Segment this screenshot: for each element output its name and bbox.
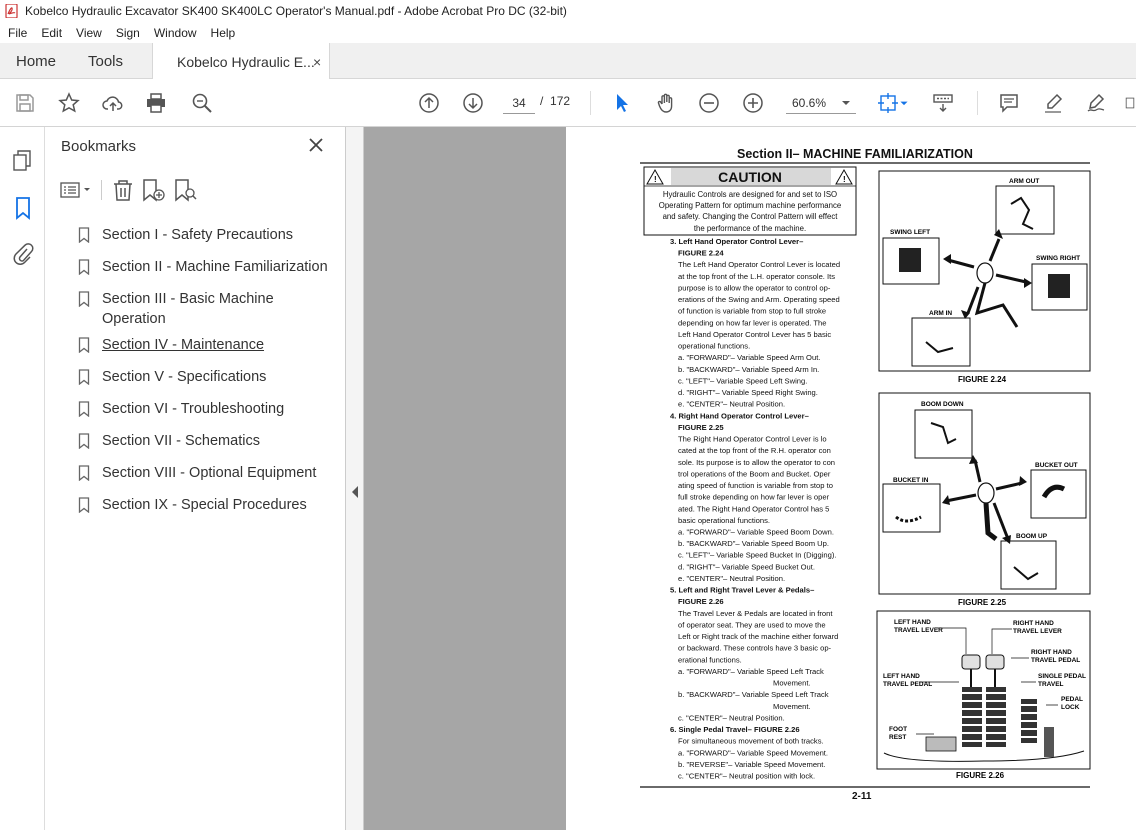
window-title: Kobelco Hydraulic Excavator SK400 SK400LC Operator's Manual.pdf - Adobe Acrobat Pro DC (32-bit) bbox=[25, 4, 567, 18]
tab-bar bbox=[0, 43, 1136, 79]
highlight-button[interactable] bbox=[1041, 91, 1065, 115]
label-lh-travel-pedal: TRAVEL PEDAL bbox=[883, 681, 933, 688]
arrow-up-circle-icon bbox=[418, 92, 440, 114]
bookmarks-toolbar-divider bbox=[101, 180, 102, 200]
tab-tools-label: Tools bbox=[88, 52, 124, 70]
body-text-line: ated. The Right Hand Operator Control has 5 bbox=[678, 504, 830, 514]
close-icon bbox=[307, 136, 325, 154]
cloud-upload-icon bbox=[102, 92, 124, 114]
travel-pedals-illustration bbox=[884, 687, 1084, 761]
title-bar bbox=[0, 0, 1136, 22]
tab-home-label: Home bbox=[16, 52, 57, 70]
select-tool-button[interactable] bbox=[610, 91, 634, 115]
body-text-line: a. "FORWARD"– Variable Speed Boom Down. bbox=[678, 527, 834, 537]
collapse-panel-icon[interactable] bbox=[350, 485, 360, 499]
body-text-line: c. "LEFT"– Variable Speed Bucket In (Digging). bbox=[678, 550, 837, 560]
body-text-line: full stroke depending on how far lever is oper bbox=[678, 492, 830, 502]
zoom-in-button[interactable] bbox=[741, 91, 765, 115]
add-bookmark-icon bbox=[140, 178, 166, 202]
body-text-line: operational functions. bbox=[678, 341, 751, 351]
bookmark-item-icon bbox=[78, 291, 90, 307]
pen-highlight-icon bbox=[1042, 92, 1064, 114]
cursor-arrow-icon bbox=[611, 92, 633, 114]
attachments-button[interactable] bbox=[12, 242, 34, 266]
save-icon bbox=[14, 92, 36, 114]
bookmark-item-hovered[interactable] bbox=[78, 335, 264, 355]
page-count bbox=[540, 94, 570, 108]
menu-edit[interactable]: Edit bbox=[41, 25, 63, 40]
body-text-line: a. "FORWARD"– Variable Speed Left Track bbox=[678, 666, 824, 676]
figure-2-25 bbox=[879, 393, 1090, 607]
body-text-line: Movement. bbox=[773, 701, 811, 711]
zoom-out-button[interactable] bbox=[697, 91, 721, 115]
label-arm-out: ARM OUT bbox=[1009, 178, 1040, 185]
body-text-line: b. "REVERSE"– Variable Speed Movement. bbox=[678, 759, 826, 769]
menu-window[interactable]: Window bbox=[153, 25, 197, 40]
minus-circle-icon bbox=[698, 92, 720, 114]
keyboard-scroll-icon bbox=[932, 92, 954, 114]
body-text-line: trol operations of the Boom and Bucket. Oper bbox=[678, 469, 831, 479]
body-text-line: at the top front of the L.H. operator console. Its bbox=[678, 271, 836, 281]
body-text-line: depending on how far lever is operated. The bbox=[678, 318, 827, 328]
bookmarks-panel-title: Bookmarks bbox=[61, 138, 137, 155]
bookmark-item[interactable] bbox=[78, 495, 307, 515]
trash-icon bbox=[110, 178, 136, 202]
signature-pen-icon bbox=[1085, 92, 1107, 114]
fit-page-icon bbox=[877, 92, 899, 114]
panel-splitter[interactable] bbox=[346, 127, 364, 830]
label-lh-travel-lever: LEFT HAND bbox=[894, 619, 931, 626]
list-options-icon bbox=[59, 179, 95, 201]
body-text-line: The Left Hand Operator Control Lever is located bbox=[678, 260, 841, 270]
paperclip-icon bbox=[12, 242, 34, 266]
menu-help[interactable]: Help bbox=[210, 25, 236, 40]
bookmark-item[interactable] bbox=[78, 257, 328, 277]
body-text-line: d. "RIGHT"– Variable Speed Right Swing. bbox=[678, 388, 818, 398]
svg-text:!: ! bbox=[843, 175, 846, 184]
label-swing-right: SWING RIGHT bbox=[1036, 255, 1081, 262]
delete-bookmark-button[interactable] bbox=[110, 178, 136, 202]
magnifier-icon bbox=[191, 92, 213, 114]
tab-document-label: Kobelco Hydraulic E... bbox=[177, 53, 315, 70]
bookmark-item[interactable] bbox=[78, 367, 266, 387]
body-text-line: Left Hand Operator Control Lever has 5 basic bbox=[678, 330, 832, 339]
page-separator: / bbox=[540, 94, 544, 108]
body-text-line: basic operational functions. bbox=[678, 515, 771, 525]
caution-line: Hydraulic Controls are designed for and set to ISO bbox=[662, 190, 838, 199]
label-pedal-lock: LOCK bbox=[1061, 704, 1080, 711]
figure-caption: FIGURE 2.25 bbox=[958, 598, 1007, 607]
menu-file[interactable]: File bbox=[8, 25, 28, 40]
body-text-line: a. "FORWARD"– Variable Speed Movement. bbox=[678, 748, 829, 758]
label-lh-travel-lever: TRAVEL LEVER bbox=[894, 627, 943, 634]
tab-document[interactable] bbox=[152, 43, 330, 80]
body-text-line: or backward. These controls have 3 basic op- bbox=[678, 643, 832, 653]
bookmark-item[interactable] bbox=[78, 399, 284, 419]
body-text-line: c. "LEFT"– Variable Speed Left Swing. bbox=[678, 376, 808, 386]
bookmark-star-button[interactable] bbox=[57, 91, 81, 115]
bookmark-item[interactable] bbox=[78, 463, 316, 483]
tab-home[interactable] bbox=[16, 43, 56, 79]
page-number: 2-11 bbox=[852, 791, 872, 802]
chevron-down-icon bbox=[899, 92, 909, 114]
body-text-line: Movement. bbox=[773, 678, 811, 688]
new-bookmark-button[interactable] bbox=[140, 178, 166, 202]
bookmark-item-label: Section I - Safety Precautions bbox=[102, 227, 294, 243]
body-text-line: purpose is to allow the operator to control op- bbox=[678, 283, 831, 293]
body-text-line: FIGURE 2.25 bbox=[678, 422, 724, 432]
bookmark-item-label: Section VIII - Optional Equipment bbox=[102, 465, 317, 481]
arrow-down-circle-icon bbox=[462, 92, 484, 114]
body-text-line: of operator seat. They are used to move the bbox=[678, 620, 826, 630]
label-swing-left: SWING LEFT bbox=[890, 229, 931, 236]
body-text-line: erations of the Swing and Arm. Operating speed bbox=[678, 295, 840, 305]
svg-text:!: ! bbox=[654, 175, 657, 184]
hand-tool-button[interactable] bbox=[654, 91, 678, 115]
plus-circle-icon bbox=[742, 92, 764, 114]
more-tools-icon bbox=[1124, 92, 1136, 114]
bookmark-item[interactable] bbox=[78, 289, 328, 329]
body-text-line: The Travel Lever & Pedals are located in front bbox=[678, 608, 833, 618]
label-lh-travel-pedal: LEFT HAND bbox=[883, 673, 920, 680]
body-text-line: c. "CENTER"– Neutral Position. bbox=[678, 713, 785, 723]
bookmark-item-label: Section VII - Schematics bbox=[102, 433, 260, 449]
print-button[interactable] bbox=[144, 91, 168, 115]
menu-view[interactable]: View bbox=[76, 25, 102, 40]
bookmark-item-icon bbox=[78, 227, 90, 243]
tab-tools[interactable] bbox=[88, 43, 123, 79]
body-text-line: For simultaneous movement of both tracks. bbox=[678, 736, 824, 746]
find-bookmark-button[interactable] bbox=[172, 178, 198, 202]
next-page-button[interactable] bbox=[461, 91, 485, 115]
bookmark-item-icon bbox=[78, 401, 90, 417]
bookmark-item-icon bbox=[78, 433, 90, 449]
body-text-line: 6. Single Pedal Travel– FIGURE 2.26 bbox=[670, 725, 800, 734]
label-boom-down: BOOM DOWN bbox=[921, 401, 964, 408]
body-text-line: b. "BACKWARD"– Variable Speed Left Track bbox=[678, 690, 829, 700]
body-text-line: b. "BACKWARD"– Variable Speed Arm In. bbox=[678, 364, 820, 374]
body-text-line: The Right Hand Operator Control Lever is lo bbox=[678, 434, 827, 444]
body-text-line: ating speed of function is variable from stop to bbox=[678, 481, 833, 490]
body-text-line: c. "CENTER"– Neutral position with lock. bbox=[678, 771, 816, 781]
page-number-input[interactable] bbox=[503, 92, 535, 114]
body-text-line: a. "FORWARD"– Variable Speed Arm Out. bbox=[678, 353, 821, 363]
toolbar-divider bbox=[590, 91, 591, 115]
body-text-line: 3. Left Hand Operator Control Lever– bbox=[670, 237, 804, 246]
bookmark-item-label: Section V - Specifications bbox=[102, 369, 267, 385]
comment-button[interactable] bbox=[997, 91, 1021, 115]
upload-button[interactable] bbox=[101, 91, 125, 115]
figure-2-26 bbox=[877, 611, 1090, 780]
bookmark-item-label: Section III - Basic Machine Operation bbox=[102, 291, 274, 327]
caution-line: Operating Pattern for optimum machine performance bbox=[658, 201, 842, 210]
body-text-line: erational functions. bbox=[678, 655, 742, 665]
hand-icon bbox=[655, 92, 677, 114]
bookmark-item-label: Section II - Machine Familiarization bbox=[102, 259, 328, 275]
body-text-line: b. "BACKWARD"– Variable Speed Boom Up. bbox=[678, 539, 830, 549]
page-total: 172 bbox=[550, 94, 571, 108]
bookmark-item-label: Section IV - Maintenance bbox=[102, 337, 265, 353]
bookmark-item[interactable] bbox=[78, 431, 260, 451]
figure-2-24 bbox=[879, 171, 1090, 384]
zoom-level-select[interactable] bbox=[786, 92, 856, 114]
page-header: Section II– MACHINE FAMILIARIZATION bbox=[737, 147, 973, 161]
bookmark-item-icon bbox=[78, 465, 90, 481]
label-arm-in: ARM IN bbox=[929, 310, 953, 317]
bookmark-item-label: Section VI - Troubleshooting bbox=[102, 401, 285, 417]
caution-box bbox=[644, 167, 856, 235]
bookmarks-toolbar bbox=[59, 177, 198, 203]
body-text-line: d. "RIGHT"– Variable Speed Bucket Out. bbox=[678, 562, 815, 572]
previous-page-button[interactable] bbox=[417, 91, 441, 115]
acrobat-app-icon bbox=[5, 4, 19, 18]
caution-title: CAUTION bbox=[718, 169, 782, 185]
close-panel-button[interactable] bbox=[307, 136, 325, 154]
tab-close-icon[interactable]: × bbox=[313, 53, 322, 70]
body-text-line: of function is variable from stop to full stroke bbox=[678, 306, 827, 316]
fit-page-dropdown[interactable] bbox=[897, 91, 911, 115]
bookmark-item-icon bbox=[78, 337, 90, 353]
pages-icon bbox=[12, 149, 34, 173]
label-pedal-lock: PEDAL bbox=[1061, 696, 1084, 703]
star-icon bbox=[58, 92, 80, 114]
zoom-level-value: 60.6% bbox=[792, 95, 827, 110]
label-rh-travel-lever: TRAVEL LEVER bbox=[1013, 628, 1062, 635]
bookmark-item-icon bbox=[78, 369, 90, 385]
bookmark-search-icon bbox=[172, 178, 198, 202]
navigation-rail bbox=[0, 127, 45, 830]
body-text-line: e. "CENTER"– Neutral Position. bbox=[678, 399, 786, 409]
bookmark-options-button[interactable] bbox=[59, 179, 95, 201]
label-single-pedal-travel: TRAVEL bbox=[1038, 681, 1064, 688]
figure-caption: FIGURE 2.24 bbox=[958, 375, 1007, 384]
page-thumbnails-button[interactable] bbox=[12, 149, 34, 173]
scroll-mode-button[interactable] bbox=[931, 91, 955, 115]
bookmark-item-icon bbox=[78, 497, 90, 513]
zoom-search-button[interactable] bbox=[190, 91, 214, 115]
pdf-page-canvas bbox=[566, 127, 1136, 830]
bookmark-item[interactable] bbox=[78, 225, 293, 245]
figure-caption: FIGURE 2.26 bbox=[956, 771, 1005, 780]
bookmarks-panel-button[interactable] bbox=[13, 196, 33, 220]
more-tools-button[interactable] bbox=[1124, 91, 1136, 115]
sign-button[interactable] bbox=[1084, 91, 1108, 115]
bookmark-item-label: Section IX - Special Procedures bbox=[102, 497, 307, 513]
bookmark-icon bbox=[13, 196, 33, 220]
bookmarks-panel bbox=[45, 127, 346, 830]
page-number-value: 34 bbox=[512, 95, 526, 110]
zoom-chevron-down-icon bbox=[842, 99, 850, 107]
body-text-line: FIGURE 2.26 bbox=[678, 597, 724, 607]
body-text-line: e. "CENTER"– Neutral Position. bbox=[678, 574, 786, 583]
pdf-page bbox=[566, 127, 1136, 830]
label-rh-travel-lever: RIGHT HAND bbox=[1013, 620, 1054, 627]
label-bucket-in: BUCKET IN bbox=[893, 477, 929, 484]
label-boom-up: BOOM UP bbox=[1016, 533, 1048, 540]
caution-line: and safety. Changing the Control Pattern will effect bbox=[662, 212, 838, 221]
bookmark-item-icon bbox=[78, 259, 90, 275]
comment-icon bbox=[998, 92, 1020, 114]
printer-icon bbox=[145, 92, 167, 114]
body-text-line: FIGURE 2.24 bbox=[678, 248, 724, 258]
save-button[interactable] bbox=[13, 91, 37, 115]
body-text-line: 4. Right Hand Operator Control Lever– bbox=[670, 411, 809, 421]
toolbar-divider bbox=[977, 91, 978, 115]
body-text bbox=[670, 237, 840, 781]
body-text-line: Left or Right track of the machine either forward bbox=[678, 632, 839, 642]
label-rh-travel-pedal: RIGHT HAND bbox=[1031, 649, 1072, 656]
label-bucket-out: BUCKET OUT bbox=[1035, 462, 1078, 469]
label-single-pedal-travel: SINGLE PEDAL bbox=[1038, 673, 1087, 680]
label-foot-rest: FOOT bbox=[889, 726, 908, 733]
body-text-line: sole. Its purpose is to allow the operator to con bbox=[678, 457, 836, 467]
label-rh-travel-pedal: TRAVEL PEDAL bbox=[1031, 657, 1081, 664]
menu-sign[interactable]: Sign bbox=[115, 25, 140, 40]
label-foot-rest: REST bbox=[889, 734, 907, 741]
body-text-line: cated at the top front of the R.H. operator con bbox=[678, 446, 831, 456]
body-text-line: 5. Left and Right Travel Lever & Pedals– bbox=[670, 585, 815, 595]
caution-line: the performance of the machine. bbox=[693, 224, 807, 233]
menu-bar bbox=[0, 22, 1136, 43]
